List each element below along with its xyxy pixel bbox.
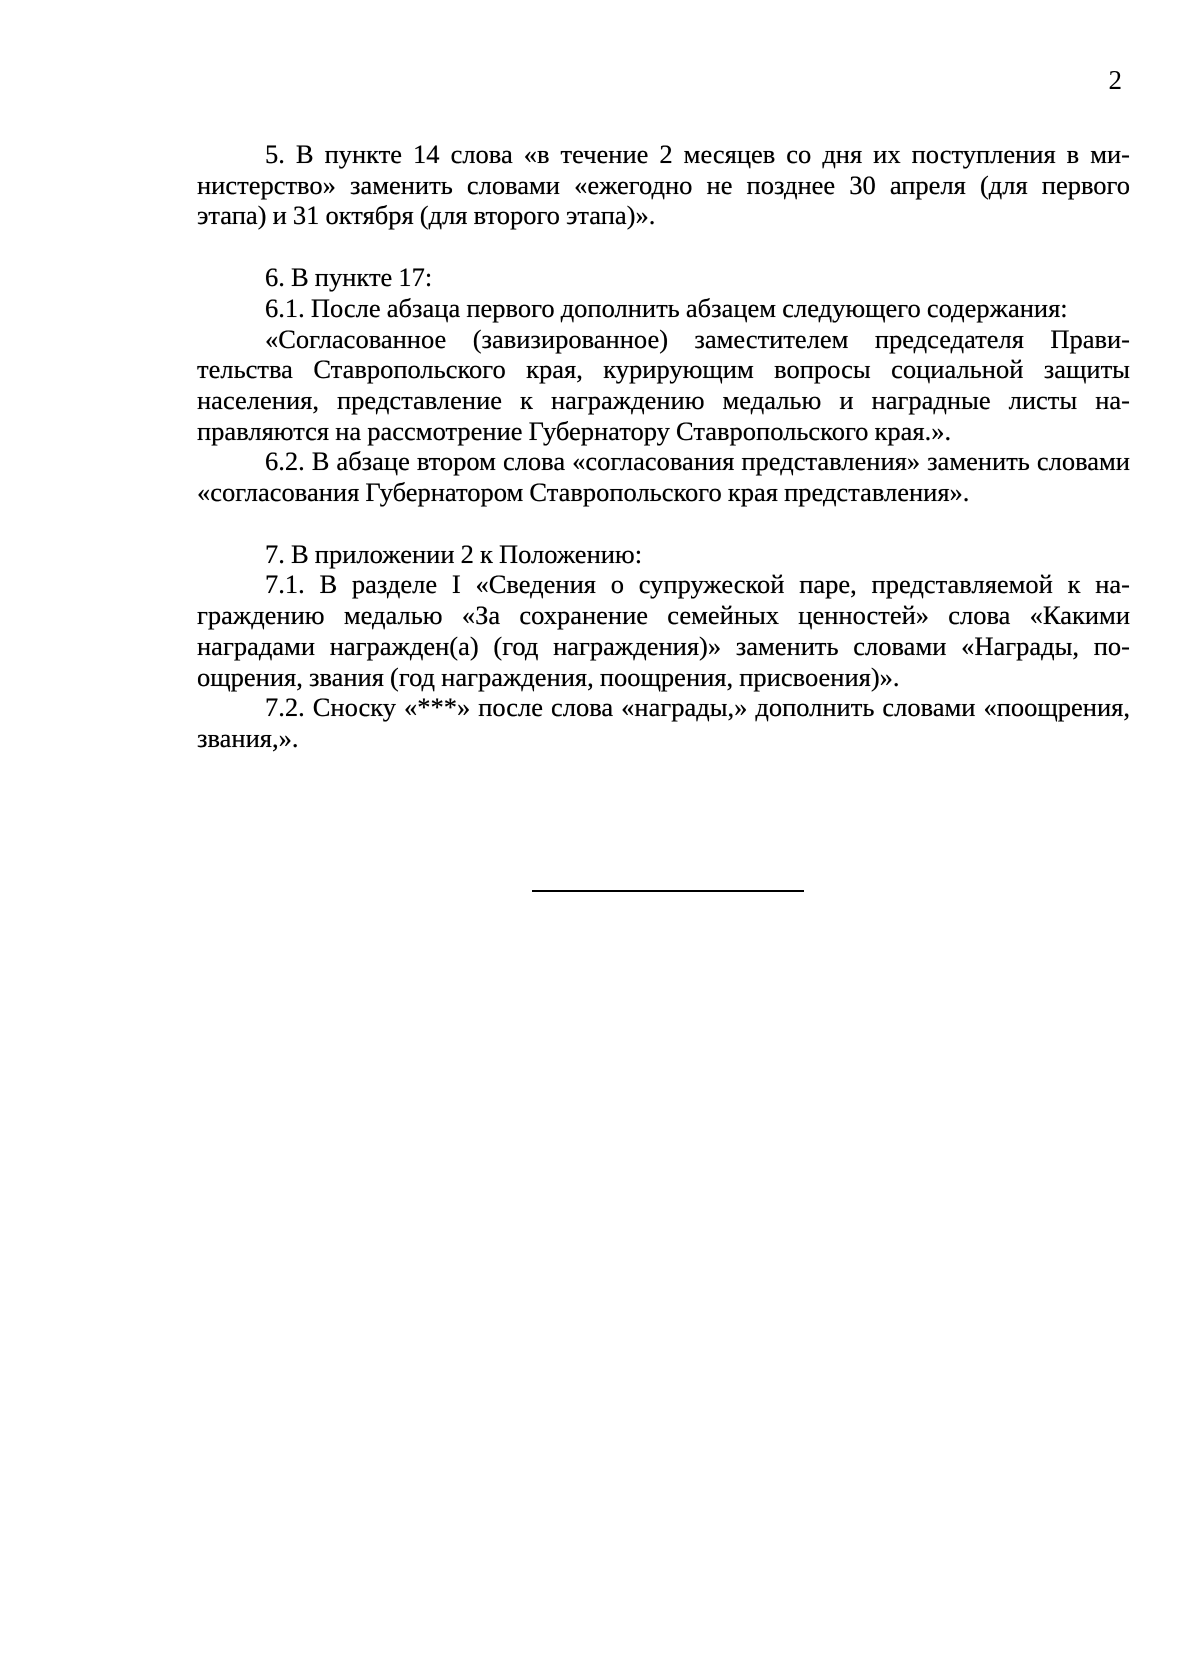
paragraph-7: 7. В приложении 2 к Положению:	[265, 538, 643, 569]
paragraph-6-2: 6.2. В абзаце втором слова «согласования представления» заменить словами «согласования Губернатором Ставропольского края представления».	[197, 446, 1130, 508]
page-number: 2	[1108, 65, 1122, 95]
end-of-document-rule	[532, 890, 804, 892]
paragraph-gap	[197, 508, 1130, 539]
document-body	[197, 139, 1130, 754]
paragraph-6: 6. В пункте 17:	[265, 262, 433, 293]
paragraph-7-1: 7.1. В разделе I «Сведения о супружеской паре, представляемой к награждению медалью «За сохранение семейных ценностей» слова «Какими наградами награжден(а) (год награждения)» заменить словами «Награды, поощрения, звания (год награждения, поощрения, присвоения)».	[197, 569, 1130, 692]
paragraph-6-1-quote: «Согласованное (завизированное) заместителем председателя Правительства Ставропольского края, курирующим вопросы социальной защиты населения, представление к награждению медалью и наградные листы направляются на рассмотрение Губернатору Ставропольского края.».	[197, 323, 1130, 446]
paragraph-5: 5. В пункте 14 слова «в течение 2 месяцев со дня их поступления в министерство» заменить словами «ежегодно не позднее 30 апреля (для первого этапа) и 31 октября (для второго этапа)».	[197, 139, 1130, 231]
paragraph-7-2: 7.2. Сноску «***» после слова «награды,» дополнить словами «поощрения, звания,».	[197, 692, 1130, 753]
paragraph-gap	[197, 231, 1130, 262]
paragraph-6-1: 6.1. После абзаца первого дополнить абзацем следующего содержания:	[265, 292, 1068, 323]
